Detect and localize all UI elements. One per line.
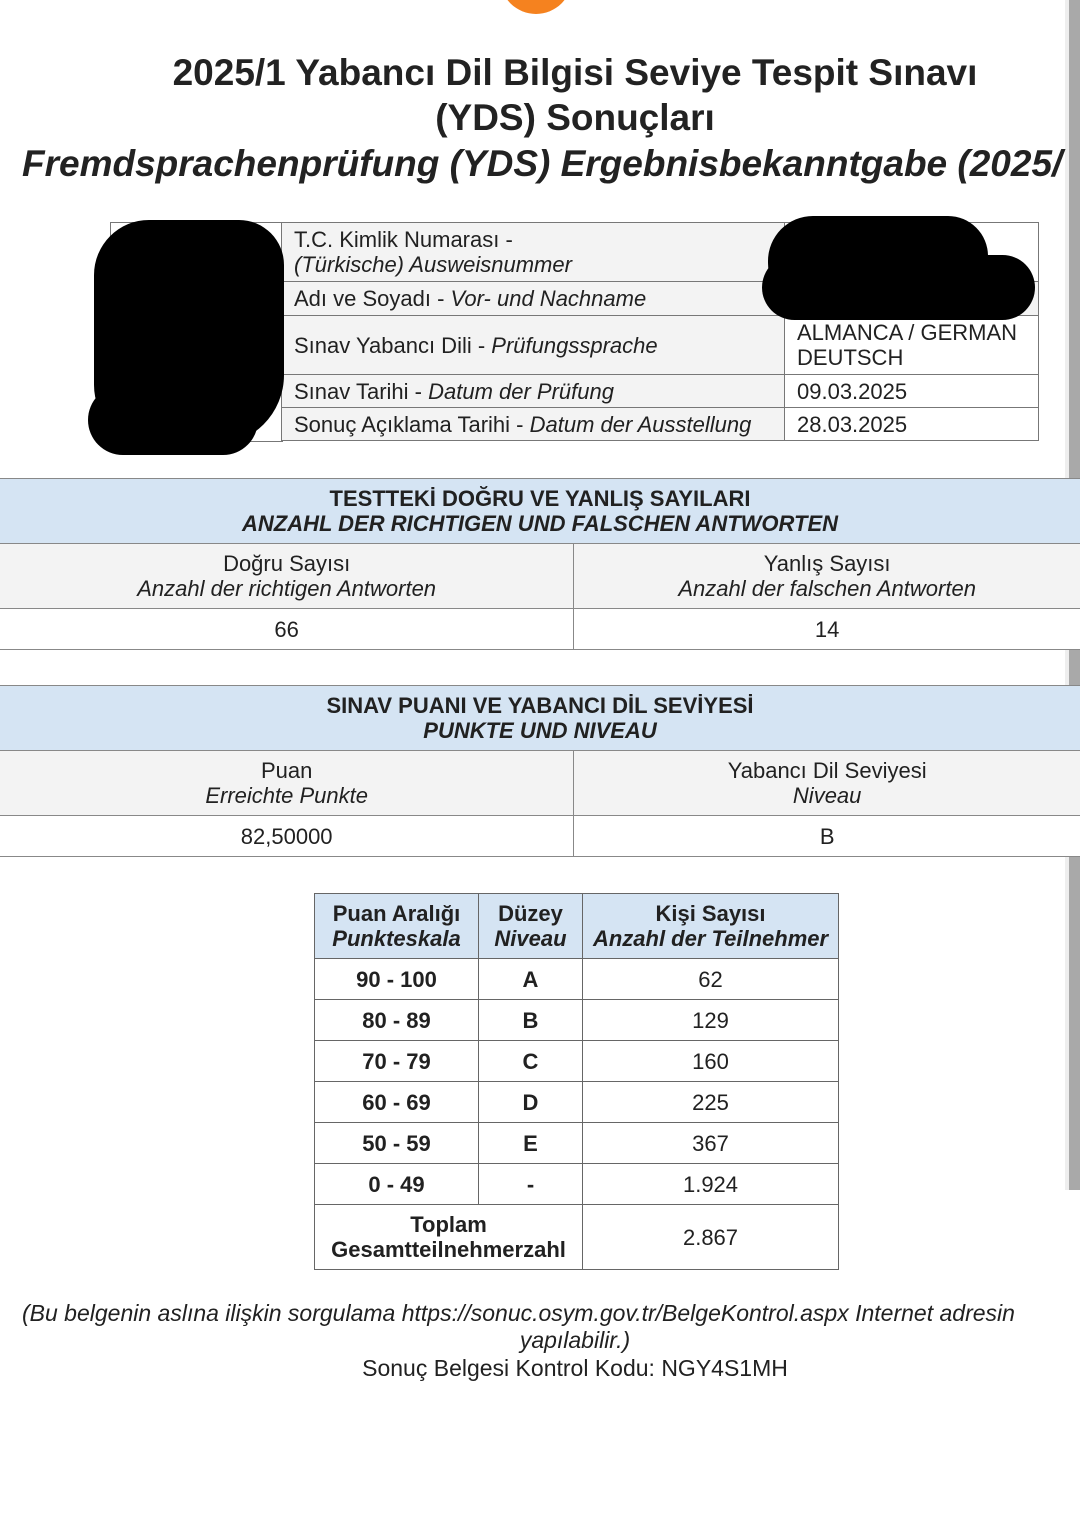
- col-header-count-tr: Kişi Sayısı: [655, 901, 766, 926]
- level-cell: C: [479, 1041, 583, 1082]
- verification-note-cont: yapılabilir.): [519, 1327, 631, 1353]
- level-header: [574, 751, 1080, 816]
- level-cell: E: [479, 1123, 583, 1164]
- level-cell: -: [479, 1164, 583, 1205]
- wrong-count: 14: [574, 609, 1080, 650]
- info-label-de: Prüfungssprache: [491, 332, 658, 358]
- count-cell: 129: [583, 1000, 839, 1041]
- count-cell: 367: [583, 1123, 839, 1164]
- points-label: Puan: [260, 758, 313, 783]
- level-label: Yabancı Dil Seviyesi: [727, 758, 927, 783]
- total-label-de: Gesamtteilnehmerzahl: [331, 1237, 566, 1262]
- correct-label-de: Anzahl der richtigen Antworten: [137, 576, 437, 601]
- control-code: Sonuç Belgesi Kontrol Kodu: NGY4S1MH: [362, 1355, 788, 1381]
- table-row: [315, 1041, 839, 1082]
- redaction-name: [762, 255, 1035, 320]
- level-value: B: [574, 816, 1080, 857]
- count-cell: 62: [583, 959, 839, 1000]
- redaction-photo-bottom: [88, 385, 258, 455]
- col-header-range-de: Punkteskala: [332, 926, 461, 951]
- range-cell: 0 - 49: [315, 1164, 479, 1205]
- correct-count: 66: [0, 609, 574, 650]
- score-table: [0, 685, 1080, 857]
- info-label-de: Datum der Prüfung: [428, 378, 614, 404]
- info-value-language: ALMANCA / GERMAN: [797, 320, 1018, 345]
- info-value-result-date: 28.03.2025: [785, 408, 1039, 441]
- info-value-exam-date: 09.03.2025: [785, 375, 1039, 408]
- info-row-result-date: [282, 408, 1039, 441]
- table-row: [315, 1000, 839, 1041]
- answers-heading-tr: TESTTEKİ DOĞRU VE YANLIŞ SAYILARI: [329, 486, 751, 511]
- answers-table: [0, 478, 1080, 650]
- correct-header: [0, 544, 574, 609]
- range-cell: 60 - 69: [315, 1082, 479, 1123]
- col-header-level: [479, 894, 583, 959]
- info-label: Sınav Tarihi -: [294, 378, 429, 404]
- table-row: [315, 1164, 839, 1205]
- info-label: Adı ve Soyadı -: [294, 286, 451, 311]
- col-header-range: [315, 894, 479, 959]
- level-cell: D: [479, 1082, 583, 1123]
- info-label-de: (Türkische) Ausweisnummer: [294, 252, 572, 277]
- wrong-label: Yanlış Sayısı: [763, 551, 891, 576]
- range-cell: 70 - 79: [315, 1041, 479, 1082]
- page-title: 2025/1 Yabancı Dil Bilgisi Seviye Tespit Sınavı: [172, 52, 978, 93]
- level-label-de: Niveau: [792, 783, 862, 808]
- distribution-header-row: [315, 894, 839, 959]
- score-heading-de: PUNKTE UND NIVEAU: [423, 718, 657, 743]
- wrong-label-de: Anzahl der falschen Antworten: [678, 576, 976, 601]
- count-cell: 225: [583, 1082, 839, 1123]
- col-header-level-tr: Düzey: [498, 901, 563, 926]
- total-label-cell: [315, 1205, 583, 1270]
- table-row: [315, 1082, 839, 1123]
- answers-heading: [0, 479, 1080, 544]
- info-label: Sınav Yabancı Dili -: [294, 332, 492, 358]
- answers-heading-de: ANZAHL DER RICHTIGEN UND FALSCHEN ANTWORTEN: [241, 511, 839, 536]
- range-cell: 90 - 100: [315, 959, 479, 1000]
- info-row-exam-date: [282, 375, 1039, 408]
- info-label-de: Datum der Ausstellung: [529, 411, 752, 437]
- col-header-count-de: Anzahl der Teilnehmer: [592, 926, 829, 951]
- score-heading: [0, 686, 1080, 751]
- col-header-level-de: Niveau: [494, 926, 567, 951]
- distribution-table: [314, 893, 839, 1270]
- page-title-line2: (YDS) Sonuçları: [435, 97, 715, 138]
- wrong-header: [574, 544, 1080, 609]
- points-label-de: Erreichte Punkte: [205, 783, 368, 808]
- table-row: [315, 959, 839, 1000]
- info-row-language: [282, 316, 1039, 375]
- total-value: 2.867: [583, 1205, 839, 1270]
- total-label: Toplam: [410, 1212, 487, 1237]
- col-header-range-tr: Puan Aralığı: [332, 901, 461, 926]
- page-title-german: Fremdsprachenprüfung (YDS) Ergebnisbekanntgabe (2025/: [22, 143, 1063, 184]
- points-header: [0, 751, 574, 816]
- range-cell: 50 - 59: [315, 1123, 479, 1164]
- level-cell: B: [479, 1000, 583, 1041]
- range-cell: 80 - 89: [315, 1000, 479, 1041]
- app-logo-dot: [500, 0, 572, 14]
- col-header-count: [583, 894, 839, 959]
- info-label: T.C. Kimlik Numarası -: [294, 227, 513, 252]
- count-cell: 1.924: [583, 1164, 839, 1205]
- correct-label: Doğru Sayısı: [223, 551, 351, 576]
- total-row: [315, 1205, 839, 1270]
- table-row: [315, 1123, 839, 1164]
- points-value: 82,50000: [0, 816, 574, 857]
- score-heading-tr: SINAV PUANI VE YABANCI DİL SEVİYESİ: [326, 693, 754, 718]
- level-cell: A: [479, 959, 583, 1000]
- info-value-language-de: DEUTSCH: [797, 345, 904, 370]
- verification-note: (Bu belgenin aslına ilişkin sorgulama https://sonuc.osym.gov.tr/BelgeKontrol.aspx Internet adresin: [22, 1300, 1015, 1326]
- info-label-de: Vor- und Nachname: [450, 286, 647, 311]
- count-cell: 160: [583, 1041, 839, 1082]
- info-label: Sonuç Açıklama Tarihi -: [294, 411, 530, 437]
